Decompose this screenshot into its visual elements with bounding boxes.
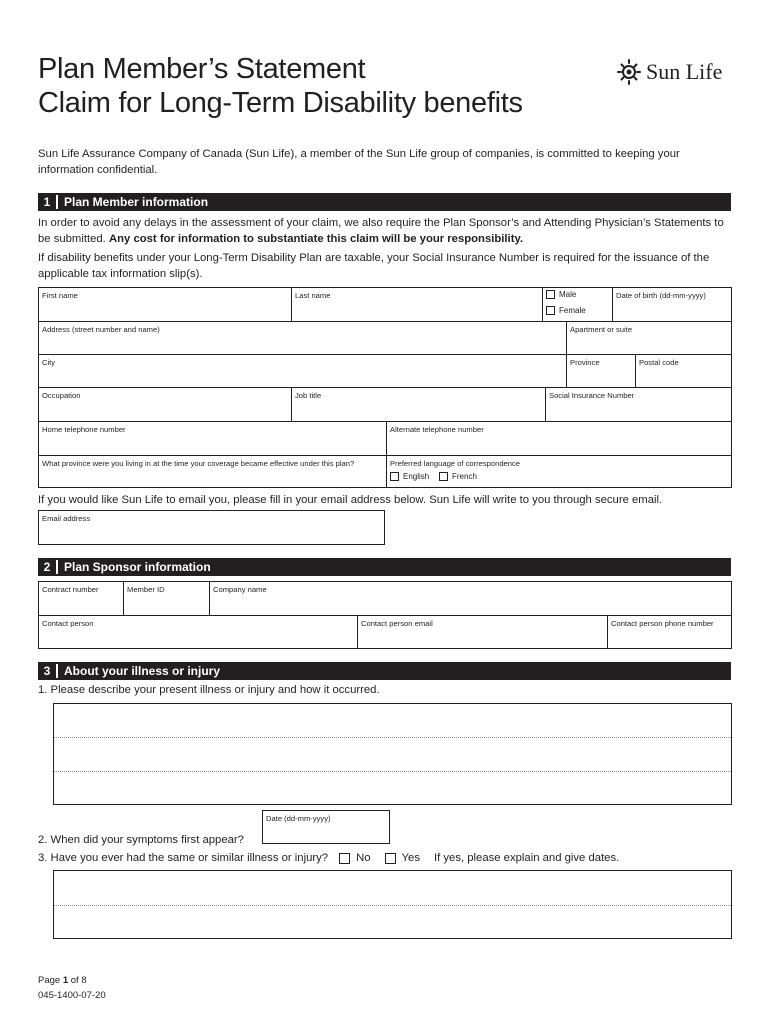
preferred-language-field bbox=[387, 456, 731, 487]
field-label: Apartment or suite bbox=[570, 325, 633, 334]
field-label: Contact person phone number bbox=[611, 619, 714, 628]
writing-line bbox=[54, 905, 731, 906]
form-title-line1: Plan Member’s Statement bbox=[38, 53, 366, 85]
option-label: Female bbox=[559, 306, 586, 315]
sun-icon bbox=[617, 57, 643, 87]
yes-checkbox[interactable] bbox=[385, 853, 396, 864]
field-label: Date of birth (dd-mm-yyyy) bbox=[616, 291, 706, 300]
field-label: Postal code bbox=[639, 358, 679, 367]
plan-member-grid bbox=[38, 287, 732, 488]
no-label: No bbox=[356, 852, 371, 864]
illness-description-textarea[interactable] bbox=[53, 703, 732, 805]
section-divider bbox=[56, 664, 58, 678]
option-label: English bbox=[403, 472, 430, 481]
paragraph-text: In order to avoid any delays in the assessment of your claim, we also require the Plan Sponsor’s and Attending Physician’s Statements to be submitted. bbox=[38, 217, 724, 245]
field-label: Contact person email bbox=[361, 619, 433, 628]
field-label: Date (dd-mm-yyyy) bbox=[266, 814, 331, 823]
field-label: Contact person bbox=[42, 619, 94, 628]
field-label: Home telephone number bbox=[42, 425, 126, 434]
male-checkbox[interactable] bbox=[546, 290, 555, 299]
section-number: 1 bbox=[43, 195, 51, 209]
cost-responsibility-note: Any cost for information to substantiate this claim will be your responsibility. bbox=[108, 233, 524, 245]
section-2-header bbox=[38, 558, 731, 576]
page-prefix: Page bbox=[38, 975, 63, 986]
city-field[interactable] bbox=[39, 355, 567, 388]
member-id-field[interactable] bbox=[124, 582, 210, 616]
section-title: Plan Member information bbox=[64, 195, 209, 209]
first-name-field[interactable] bbox=[39, 288, 292, 322]
section-1-paragraph-2: If disability benefits under your Long-Term Disability Plan are taxable, your Social Insurance Number is required for the issuance of the applicable tax information slip(s). bbox=[38, 252, 710, 280]
yes-label: Yes bbox=[401, 852, 420, 864]
option-label: French bbox=[452, 472, 477, 481]
french-option[interactable] bbox=[439, 472, 477, 481]
home-phone-field[interactable] bbox=[39, 422, 387, 456]
form-code: 045-1400-07-20 bbox=[38, 990, 106, 1001]
section-3-header bbox=[38, 662, 731, 680]
section-title: About your illness or injury bbox=[64, 664, 221, 678]
email-note: If you would like Sun Life to email you, please fill in your email address below. Sun Life will write to you through secure email. bbox=[38, 494, 663, 506]
contact-email-field[interactable] bbox=[358, 616, 608, 648]
english-checkbox[interactable] bbox=[390, 472, 399, 481]
page-suffix: of 8 bbox=[68, 975, 87, 986]
contact-person-field[interactable] bbox=[39, 616, 358, 648]
contact-phone-field[interactable] bbox=[608, 616, 731, 648]
question-3-row bbox=[38, 852, 619, 864]
english-option[interactable] bbox=[390, 472, 429, 481]
writing-line bbox=[54, 771, 731, 772]
apartment-field[interactable] bbox=[567, 322, 731, 355]
no-checkbox[interactable] bbox=[339, 853, 350, 864]
current-page: 1 bbox=[62, 975, 69, 986]
sin-field[interactable] bbox=[546, 388, 731, 422]
form-title-line2: Claim for Long-Term Disability benefits bbox=[38, 87, 523, 119]
female-checkbox[interactable] bbox=[546, 306, 555, 315]
sun-life-logo bbox=[617, 57, 735, 89]
field-label: Company name bbox=[213, 585, 267, 594]
field-label: First name bbox=[42, 291, 78, 300]
last-name-field[interactable] bbox=[292, 288, 543, 322]
field-label: Occupation bbox=[42, 391, 81, 400]
section-1-paragraph-1 bbox=[38, 215, 730, 247]
question-1: 1. Please describe your present illness or injury and how it occurred. bbox=[38, 684, 380, 696]
question-3: 3. Have you ever had the same or similar illness or injury? bbox=[38, 852, 329, 864]
french-checkbox[interactable] bbox=[439, 472, 448, 481]
field-label: Social Insurance Number bbox=[549, 391, 635, 400]
field-label: Job title bbox=[295, 391, 322, 400]
section-divider bbox=[56, 560, 58, 574]
writing-line bbox=[54, 737, 731, 738]
field-label: Last name bbox=[295, 291, 331, 300]
logo-wordmark: Sun Life bbox=[646, 59, 723, 84]
province-field[interactable] bbox=[567, 355, 636, 388]
field-label: Email address bbox=[42, 514, 91, 523]
prior-illness-textarea[interactable] bbox=[53, 870, 732, 939]
field-label: What province were you living in at the time your coverage became effective under this plan? bbox=[42, 459, 355, 468]
company-name-field[interactable] bbox=[210, 582, 731, 616]
field-label: Address (street number and name) bbox=[42, 325, 160, 334]
page-number bbox=[38, 975, 87, 986]
option-label: Male bbox=[559, 290, 577, 299]
intro-paragraph: Sun Life Assurance Company of Canada (Sun Life), a member of the Sun Life group of companies, is committed to keeping your information confidential. bbox=[38, 148, 680, 176]
postal-code-field[interactable] bbox=[636, 355, 731, 388]
section-number: 2 bbox=[43, 560, 51, 574]
field-label: Alternate telephone number bbox=[390, 425, 484, 434]
section-number: 3 bbox=[43, 664, 51, 678]
female-option[interactable] bbox=[546, 306, 586, 315]
section-1-header bbox=[38, 193, 731, 211]
question-2: 2. When did your symptoms first appear? bbox=[38, 834, 244, 846]
sex-field bbox=[543, 288, 613, 322]
field-label: City bbox=[42, 358, 56, 367]
coverage-province-field[interactable] bbox=[39, 456, 387, 487]
email-address-field[interactable] bbox=[38, 510, 385, 545]
field-label: Member ID bbox=[127, 585, 165, 594]
date-of-birth-field[interactable] bbox=[613, 288, 731, 322]
field-label: Province bbox=[570, 358, 600, 367]
contract-number-field[interactable] bbox=[39, 582, 124, 616]
address-field[interactable] bbox=[39, 322, 567, 355]
plan-sponsor-grid bbox=[38, 581, 732, 649]
symptoms-date-field[interactable] bbox=[262, 810, 390, 844]
field-label: Contract number bbox=[42, 585, 99, 594]
field-label: Preferred language of correspondence bbox=[390, 459, 521, 468]
section-title: Plan Sponsor information bbox=[64, 560, 211, 574]
occupation-field[interactable] bbox=[39, 388, 292, 422]
male-option[interactable] bbox=[546, 290, 576, 299]
section-divider bbox=[56, 195, 58, 209]
question-3-followup: If yes, please explain and give dates. bbox=[433, 852, 620, 864]
alternate-phone-field[interactable] bbox=[387, 422, 731, 456]
job-title-field[interactable] bbox=[292, 388, 546, 422]
